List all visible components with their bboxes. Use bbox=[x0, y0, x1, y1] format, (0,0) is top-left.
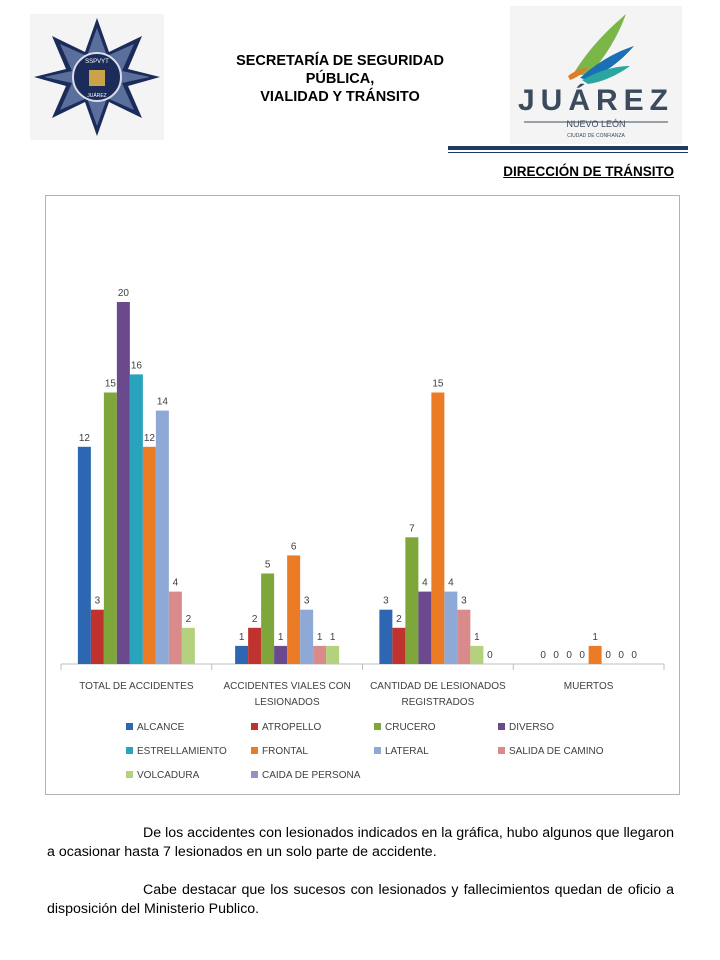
paragraph-text: De los accidentes con lesionados indicados en la gráfica, hubo algunos que llegaron a ocasionar hasta 7 lesionados en un solo parte de accidente. bbox=[47, 825, 674, 860]
legend-swatch bbox=[251, 747, 258, 754]
agency-title: SECRETARÍA DE SEGURIDAD PÚBLICA, VIALIDAD Y TRÁNSITO bbox=[236, 53, 444, 105]
logo-wordmark: JUÁREZ bbox=[517, 84, 675, 117]
x-tick-label: CANTIDAD DE LESIONADOS bbox=[370, 681, 506, 692]
data-label: 1 bbox=[329, 631, 336, 643]
bar-alcance bbox=[235, 646, 248, 664]
legend-swatch bbox=[126, 747, 133, 754]
bar-diverso bbox=[117, 302, 130, 664]
data-label: 6 bbox=[290, 541, 297, 553]
data-label: 1 bbox=[238, 631, 245, 643]
bar-diverso bbox=[274, 646, 287, 664]
data-label: 7 bbox=[409, 523, 415, 535]
legend-swatch bbox=[251, 771, 258, 778]
data-label: 3 bbox=[461, 595, 467, 607]
paragraph-text: Cabe destacar que los sucesos con lesionados y fallecimientos quedan de oficio a disposición del Ministerio Publico. bbox=[47, 882, 674, 917]
data-label: 0 bbox=[618, 650, 624, 661]
data-label: 1 bbox=[474, 631, 480, 643]
badge-top-text: SSPVYT bbox=[85, 59, 109, 65]
x-tick-label: TOTAL DE ACCIDENTES bbox=[79, 681, 194, 692]
bar-atropello bbox=[392, 628, 405, 664]
legend-label: ESTRELLAMIENTO bbox=[137, 746, 227, 757]
legend-label: SALIDA DE CAMINO bbox=[509, 746, 604, 757]
paragraph-injuries bbox=[47, 824, 674, 862]
data-label: 5 bbox=[264, 559, 271, 571]
data-label: 0 bbox=[631, 650, 637, 661]
bar-volcadura bbox=[326, 646, 339, 664]
data-label: 12 bbox=[143, 432, 155, 444]
x-tick-label: MUERTOS bbox=[563, 681, 614, 692]
x-tick-label: REGISTRADOS bbox=[401, 697, 475, 708]
data-label: 0 bbox=[605, 650, 611, 661]
header-rule-thick bbox=[448, 146, 688, 150]
data-label: 2 bbox=[251, 613, 258, 625]
data-label: 0 bbox=[540, 650, 546, 661]
data-label: 0 bbox=[566, 650, 572, 661]
bar-volcadura bbox=[182, 628, 195, 664]
legend-swatch bbox=[498, 747, 505, 754]
legend-label: VOLCADURA bbox=[137, 770, 200, 781]
data-label: 0 bbox=[553, 650, 559, 661]
bar-frontal bbox=[589, 646, 602, 664]
bar-crucero bbox=[104, 393, 117, 665]
data-label: 2 bbox=[396, 613, 402, 625]
bar-chart bbox=[46, 196, 679, 794]
bar-estrellamiento bbox=[130, 374, 143, 664]
bar-frontal bbox=[431, 393, 444, 665]
legend-swatch bbox=[374, 747, 381, 754]
bar-salida-de-camino bbox=[169, 592, 182, 664]
bar-frontal bbox=[143, 447, 156, 664]
data-label: 14 bbox=[156, 396, 168, 408]
document-header bbox=[0, 0, 720, 150]
data-label: 1 bbox=[277, 631, 284, 643]
header-rule-thin bbox=[448, 152, 688, 153]
data-label: 2 bbox=[185, 613, 192, 625]
bar-crucero bbox=[261, 574, 274, 665]
data-label: 1 bbox=[592, 631, 598, 643]
data-label: 3 bbox=[94, 595, 101, 607]
legend-label: CRUCERO bbox=[385, 722, 436, 733]
data-label: 4 bbox=[172, 577, 179, 589]
bar-salida-de-camino bbox=[313, 646, 326, 664]
bar-lateral bbox=[300, 610, 313, 664]
legend-label: CAIDA DE PERSONA bbox=[262, 770, 361, 781]
logo-subtitle: NUEVO LEÓN bbox=[566, 119, 626, 129]
bar-alcance bbox=[379, 610, 392, 664]
legend-label: LATERAL bbox=[385, 746, 429, 757]
logo-tagline: CIUDAD DE CONFIANZA bbox=[567, 133, 625, 139]
data-label: 12 bbox=[78, 432, 90, 444]
data-label: 15 bbox=[432, 378, 444, 390]
bar-salida-de-camino bbox=[457, 610, 470, 664]
bar-crucero bbox=[405, 537, 418, 664]
bar-alcance bbox=[78, 447, 91, 664]
data-label: 0 bbox=[579, 650, 585, 661]
legend-swatch bbox=[498, 723, 505, 730]
chart-container bbox=[45, 195, 680, 795]
data-label: 15 bbox=[104, 378, 116, 390]
bar-diverso bbox=[418, 592, 431, 664]
legend-swatch bbox=[251, 723, 258, 730]
legend-label: FRONTAL bbox=[262, 746, 308, 757]
data-label: 20 bbox=[117, 288, 129, 299]
badge-bottom-text: JUÁREZ bbox=[87, 93, 107, 99]
x-tick-label: ACCIDENTES VIALES CON bbox=[223, 681, 351, 692]
data-label: 3 bbox=[303, 595, 310, 607]
legend-label: ATROPELLO bbox=[262, 722, 322, 733]
ssp-star-badge-logo bbox=[30, 14, 164, 140]
x-tick-label: LESIONADOS bbox=[254, 697, 320, 708]
bar-volcadura bbox=[470, 646, 483, 664]
legend-swatch bbox=[126, 723, 133, 730]
data-label: 4 bbox=[448, 577, 454, 589]
data-label: 3 bbox=[383, 595, 389, 607]
juarez-logo bbox=[510, 6, 682, 144]
legend-label: ALCANCE bbox=[137, 722, 185, 733]
bar-lateral bbox=[444, 592, 457, 664]
data-label: 4 bbox=[422, 577, 428, 589]
badge-shield bbox=[89, 70, 105, 86]
bar-atropello bbox=[248, 628, 261, 664]
paragraph-disposition bbox=[47, 881, 674, 919]
data-label: 0 bbox=[487, 650, 493, 661]
bar-lateral bbox=[156, 411, 169, 664]
legend-label: DIVERSO bbox=[509, 722, 555, 733]
legend-swatch bbox=[126, 771, 133, 778]
bar-frontal bbox=[287, 555, 300, 664]
department-title: DIRECCIÓN DE TRÁNSITO bbox=[503, 164, 674, 179]
bar-atropello bbox=[91, 610, 104, 664]
data-label: 16 bbox=[130, 360, 142, 372]
data-label: 1 bbox=[316, 631, 323, 643]
legend-swatch bbox=[374, 723, 381, 730]
